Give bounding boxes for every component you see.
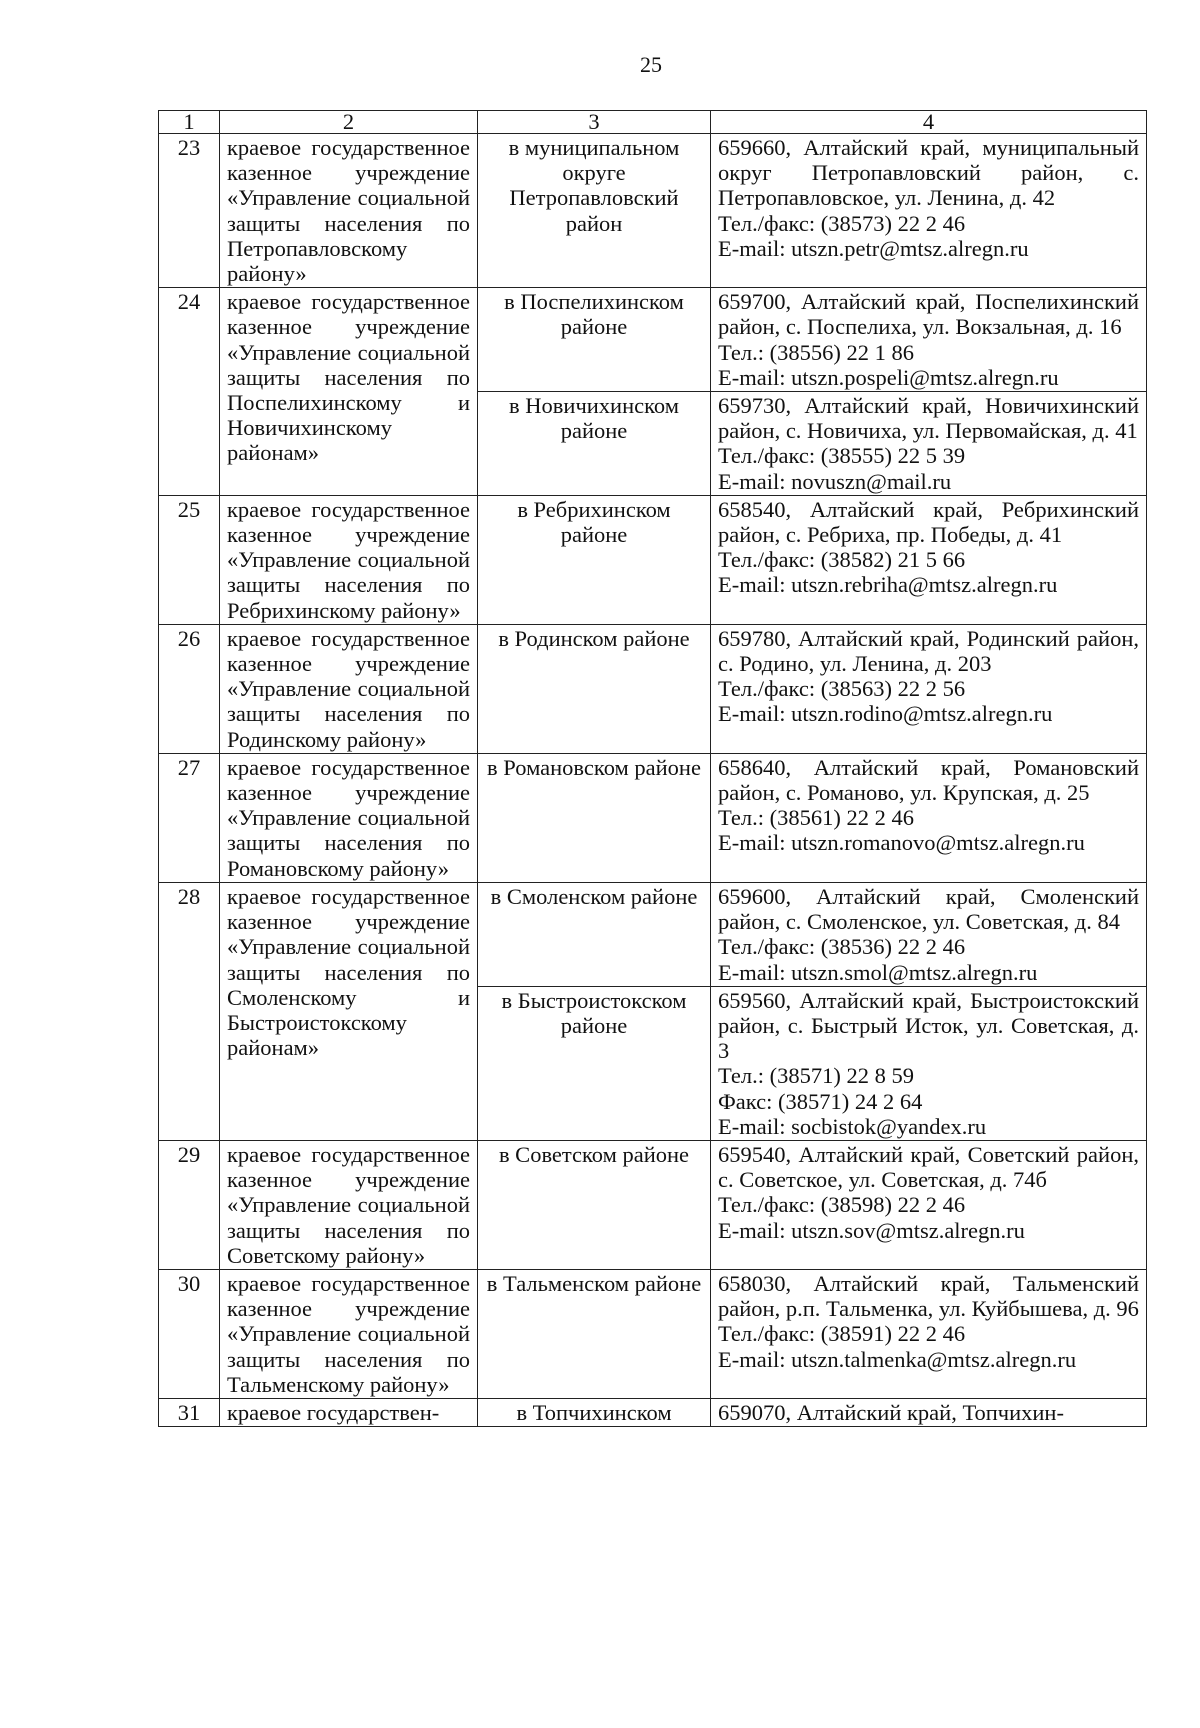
organization-name: краевое государственное казенное учреждение «Управление социальной защиты населения по Родинскому району» xyxy=(220,624,478,753)
organization-name: краевое государственное казенное учреждение «Управление социальной защиты населения по Ребрихинскому району» xyxy=(220,495,478,624)
table-row xyxy=(159,624,1147,753)
table-row xyxy=(159,753,1147,882)
organization-name: краевое государственное казенное учреждение «Управление социальной защиты населения по Романовскому району» xyxy=(220,753,478,882)
table-row xyxy=(159,288,1147,392)
table-row xyxy=(159,1269,1147,1398)
row-number: 28 xyxy=(159,882,220,1140)
service-directory-table xyxy=(158,110,1147,1427)
district-name: в Поспелихинском районе xyxy=(478,288,711,392)
table-row xyxy=(159,495,1147,624)
contact-details: 659600, Алтайский край, Смоленский район, с. Смоленское, ул. Советская, д. 84 Тел./факс: (38536) 22 2 46 E-mail: utszn.smol@mtsz.alregn.ru xyxy=(711,882,1147,986)
row-number: 31 xyxy=(159,1398,220,1426)
organization-name: краевое государственное казенное учреждение «Управление социальной защиты населения по Смоленскому и Быстроистокскому районам» xyxy=(220,882,478,1140)
district-name: в муниципальном округе Петропавловский район xyxy=(478,134,711,288)
table-row xyxy=(159,882,1147,986)
organization-name: краевое государствен- xyxy=(220,1398,478,1426)
organization-name: краевое государственное казенное учреждение «Управление социальной защиты населения по Тальменскому району» xyxy=(220,1269,478,1398)
contact-details: 659730, Алтайский край, Новичихинский район, с. Новичиха, ул. Первомайская, д. 41 Тел./факс: (38555) 22 5 39 E-mail: novuszn@mail.ru xyxy=(711,392,1147,496)
row-number: 30 xyxy=(159,1269,220,1398)
district-name: в Советском районе xyxy=(478,1140,711,1269)
organization-name: краевое государственное казенное учреждение «Управление социальной защиты населения по Поспелихинскому и Новичихинскому районам» xyxy=(220,288,478,496)
table-row xyxy=(159,134,1147,288)
district-name: в Новичихинском районе xyxy=(478,392,711,496)
contact-details: 658540, Алтайский край, Ребрихинский район, с. Ребриха, пр. Победы, д. 41 Тел./факс: (38582) 21 5 66 E-mail: utszn.rebriha@mtsz.alregn.ru xyxy=(711,495,1147,624)
district-name: в Романовском районе xyxy=(478,753,711,882)
header-col-1: 1 xyxy=(159,111,220,134)
row-number: 25 xyxy=(159,495,220,624)
contact-details: 659560, Алтайский край, Быстроистокский район, с. Быстрый Исток, ул. Советская, д. 3 Тел.: (38571) 22 8 59 Факс: (38571) 24 2 64 E-mail: socbistok@yandex.ru xyxy=(711,986,1147,1140)
page-number: 25 xyxy=(640,52,662,77)
district-name: в Ребрихинском районе xyxy=(478,495,711,624)
table-row xyxy=(159,1140,1147,1269)
row-number: 23 xyxy=(159,134,220,288)
contact-details: 658030, Алтайский край, Тальменский район, р.п. Тальменка, ул. Куйбышева, д. 96 Тел./факс: (38591) 22 2 46 E-mail: utszn.talmenka@mtsz.alregn.ru xyxy=(711,1269,1147,1398)
contact-details: 659780, Алтайский край, Родинский район, с. Родино, ул. Ленина, д. 203 Тел./факс: (38563) 22 2 56 E-mail: utszn.rodino@mtsz.alregn.ru xyxy=(711,624,1147,753)
header-col-4: 4 xyxy=(711,111,1147,134)
row-number: 24 xyxy=(159,288,220,496)
contact-details: 659700, Алтайский край, Поспелихинский район, с. Поспелиха, ул. Вокзальная, д. 16 Тел.: (38556) 22 1 86 E-mail: utszn.pospeli@mtsz.alregn.ru xyxy=(711,288,1147,392)
row-number: 26 xyxy=(159,624,220,753)
header-col-2: 2 xyxy=(220,111,478,134)
row-number: 29 xyxy=(159,1140,220,1269)
district-name: в Смоленском районе xyxy=(478,882,711,986)
organization-name: краевое государственное казенное учреждение «Управление социальной защиты населения по Советскому району» xyxy=(220,1140,478,1269)
district-name: в Родинском районе xyxy=(478,624,711,753)
contact-details: 658640, Алтайский край, Романовский район, с. Романово, ул. Крупская, д. 25 Тел.: (38561) 22 2 46 E-mail: utszn.romanovo@mtsz.alregn.ru xyxy=(711,753,1147,882)
district-name: в Быстроистокском районе xyxy=(478,986,711,1140)
contact-details: 659660, Алтайский край, муниципальный округ Петропавловский район, с. Петропавловское, ул. Ленина, д. 42 Тел./факс: (38573) 22 2 46 E-mail: utszn.petr@mtsz.alregn.ru xyxy=(711,134,1147,288)
table-row xyxy=(159,1398,1147,1426)
column-header-row xyxy=(159,111,1147,134)
district-name: в Топчихинском xyxy=(478,1398,711,1426)
contact-details: 659070, Алтайский край, Топчихин- xyxy=(711,1398,1147,1426)
contact-details: 659540, Алтайский край, Советский район, с. Советское, ул. Советская, д. 74б Тел./факс: (38598) 22 2 46 E-mail: utszn.sov@mtsz.alregn.ru xyxy=(711,1140,1147,1269)
row-number: 27 xyxy=(159,753,220,882)
district-name: в Тальменском районе xyxy=(478,1269,711,1398)
header-col-3: 3 xyxy=(478,111,711,134)
organization-name: краевое государственное казенное учреждение «Управление социальной защиты населения по Петропавловскому району» xyxy=(220,134,478,288)
